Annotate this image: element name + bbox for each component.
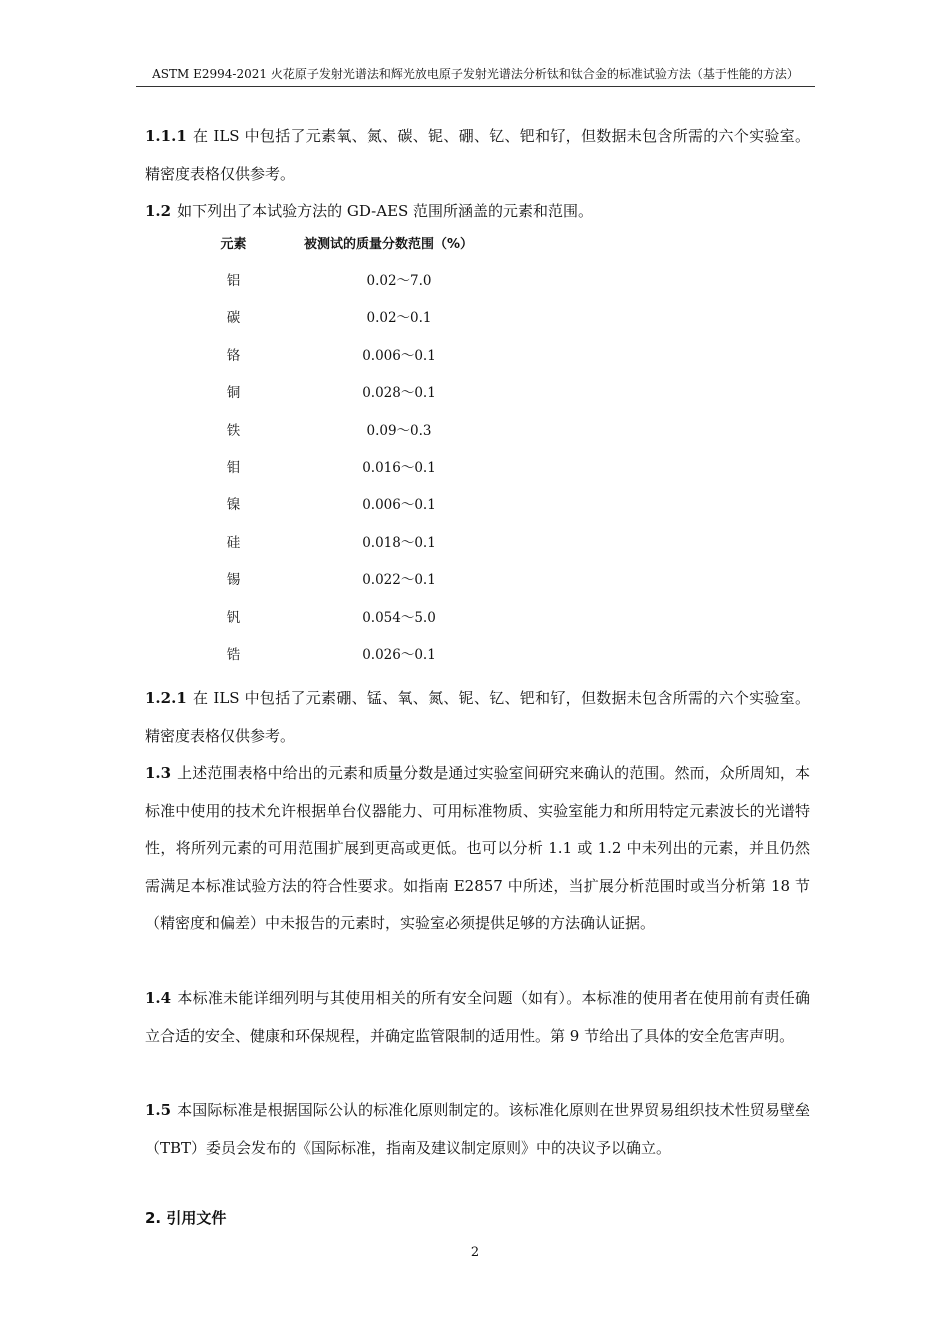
- clause-text: 上述范围表格中给出的元素和质量分数是通过实验室间研究来确认的范围。然而，众所周知，本标准中使用的技术允许根据单台仪器能力、可用标准物质、实验室能力和所用特定元素波长的光谱特性，将所列元素的可用范围扩展到更高或更低。也可以分析 1.1 或 1.2 中未列出的元素，并且仍然需满足本标准试验方法的符合性要求。如指南 E2857 中所述，当扩展分析范围时或当分析第 18 节（精密度和偏差）中未报告的元素时，实验室必须提供足够的方法确认证据。: [145, 764, 810, 932]
- clause-number: 1.1.1: [145, 127, 187, 145]
- header-rule: [136, 86, 815, 87]
- element-cell: 锆: [226, 646, 241, 663]
- clause-text: 在 ILS 中包括了元素氧、氮、碳、铌、硼、钇、钯和钌，但数据未包含所需的六个实验室。精密度表格仅供参考。: [145, 127, 810, 183]
- range-cell: 0.006～0.1: [362, 347, 436, 364]
- table-row: [196, 525, 526, 562]
- range-table: [196, 226, 526, 674]
- table-row: [196, 600, 526, 637]
- range-cell: 0.054～5.0: [362, 609, 436, 626]
- running-header: ASTM E2994-2021 火花原子发射光谱法和辉光放电原子发射光谱法分析钛和钛合金的标准试验方法（基于性能的方法）: [152, 67, 799, 81]
- table-row: [196, 300, 526, 337]
- column-header-element: 元素: [220, 237, 247, 252]
- range-cell: 0.026～0.1: [362, 646, 436, 663]
- table-row: [196, 375, 526, 412]
- range-cell: 0.02～0.1: [366, 310, 432, 327]
- element-cell: 铜: [226, 385, 241, 402]
- clause-number: 1.2.1: [145, 689, 187, 707]
- table-row: [196, 338, 526, 375]
- paragraph-1-2: [145, 193, 810, 231]
- element-cell: 钼: [226, 459, 241, 476]
- clause-number: 1.4: [145, 989, 172, 1007]
- table-row: [196, 263, 526, 300]
- clause-text: 本标准未能详细列明与其使用相关的所有安全问题（如有）。本标准的使用者在使用前有责任确立合适的安全、健康和环保规程，并确定监管限制的适用性。第 9 节给出了具体的安全危害声明。: [145, 989, 810, 1045]
- element-cell: 铬: [226, 347, 241, 364]
- clause-text: 本国际标准是根据国际公认的标准化原则制定的。该标准化原则在世界贸易组织技术性贸易壁垒（TBT）委员会发布的《国际标准，指南及建议制定原则》中的决议予以确立。: [145, 1101, 810, 1157]
- table-row: [196, 450, 526, 487]
- range-cell: 0.09～0.3: [366, 422, 432, 439]
- paragraph-1-2-1: [145, 680, 810, 755]
- element-cell: 铁: [226, 422, 241, 439]
- range-cell: 0.018～0.1: [362, 534, 436, 551]
- paragraph-1-5: [145, 1092, 810, 1167]
- clause-number: 1.3: [145, 764, 172, 782]
- range-cell: 0.02～7.0: [366, 273, 432, 289]
- table-row: [196, 637, 526, 674]
- clause-text: 在 ILS 中包括了元素硼、锰、氧、氮、铌、钇、钯和钌，但数据未包含所需的六个实验室。精密度表格仅供参考。: [145, 689, 810, 745]
- table-row: [196, 413, 526, 450]
- clause-number: 1.2: [145, 202, 172, 220]
- page-number: 2: [470, 1245, 480, 1260]
- table-row: [196, 562, 526, 599]
- element-cell: 碳: [226, 310, 241, 327]
- range-cell: 0.016～0.1: [362, 459, 436, 476]
- element-cell: 锡: [226, 572, 241, 589]
- clause-number: 1.5: [145, 1101, 172, 1119]
- paragraph-1-3: [145, 755, 810, 943]
- range-cell: 0.006～0.1: [362, 497, 436, 514]
- element-cell: 镍: [226, 497, 241, 514]
- paragraph-1-1-1: [145, 118, 810, 193]
- range-table-header: [196, 226, 526, 263]
- range-cell: 0.028～0.1: [362, 385, 436, 402]
- clause-text: 如下列出了本试验方法的 GD-AES 范围所涵盖的元素和范围。: [177, 202, 594, 220]
- element-cell: 硅: [226, 534, 241, 551]
- column-header-range: 被测试的质量分数范围（%）: [304, 237, 474, 252]
- range-cell: 0.022～0.1: [362, 572, 436, 589]
- paragraph-1-4: [145, 980, 810, 1055]
- section-heading: 2. 引用文件: [145, 1209, 227, 1227]
- element-cell: 钒: [226, 609, 241, 626]
- table-row: [196, 487, 526, 524]
- element-cell: 铝: [226, 273, 241, 289]
